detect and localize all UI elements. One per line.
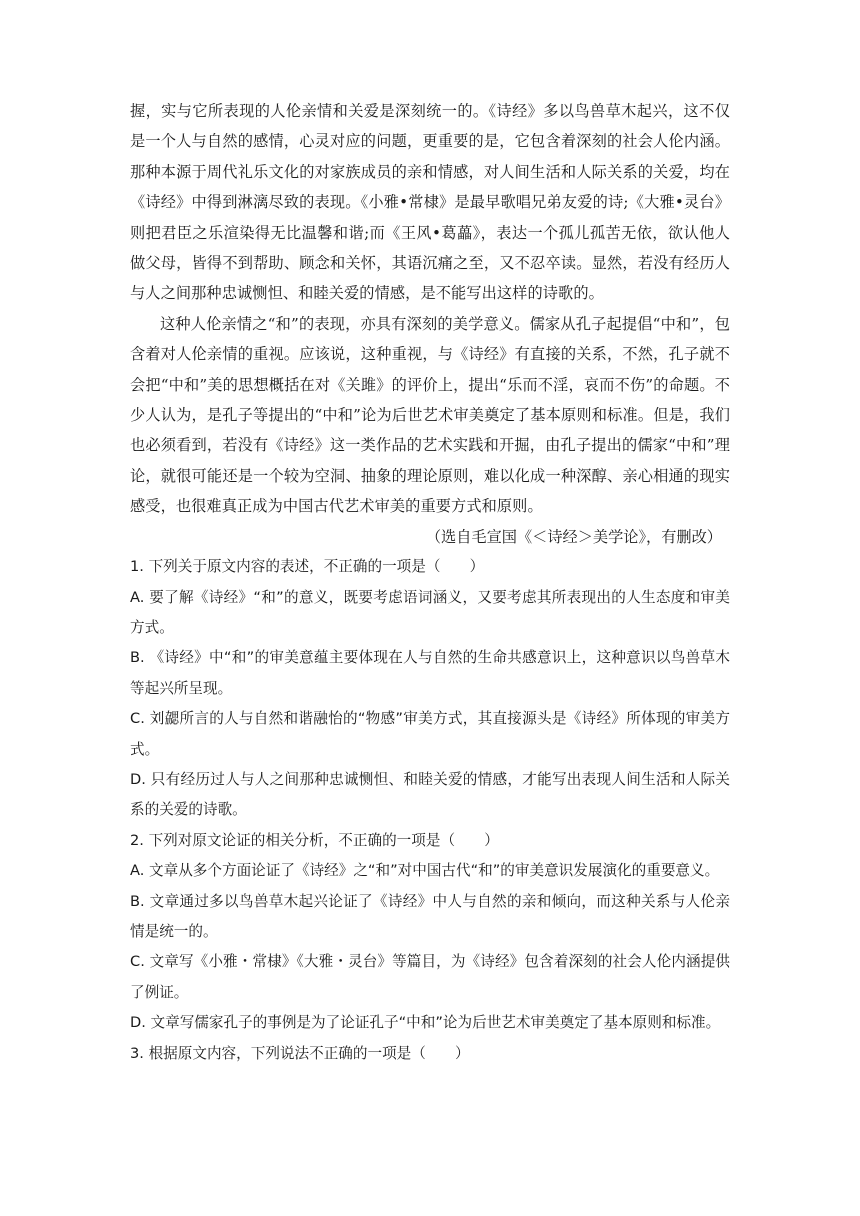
question-3 — [130, 1039, 730, 1069]
option-b: B. 文章通过多以鸟兽草木起兴论证了《诗经》中人与自然的亲和倾向，而这种关系与人伦亲情是统一的。 — [130, 892, 730, 940]
article-source: （选自毛宣国《＜诗经＞美学论》，有删改） — [425, 527, 722, 546]
document-page — [130, 96, 730, 1069]
question-2 — [130, 826, 730, 1039]
option-c: C. 刘勰所言的人与自然和谐融怡的“物感”审美方式，其直接源头是《诗经》所体现的审美方式。 — [130, 710, 730, 758]
question-stem: 2. 下列对原文论证的相关分析，不正确的一项是（ ） — [130, 831, 499, 849]
option-d: D. 只有经历过人与人之间那种忠诚恻怛、和睦关爱的情感，才能写出表现人间生活和人际关系的关爱的诗歌。 — [130, 770, 730, 819]
option-a: A. 文章从多个方面论证了《诗经》之“和”对中国古代“和”的审美意识发展演化的重要意义。 — [130, 862, 720, 880]
article-paragraph-2: 这种人伦亲情之“和”的表现，亦具有深刻的美学意义。儒家从孔子起提倡“中和”，包含着对人伦亲情的重视。应该说，这种重视，与《诗经》有直接的关系，不然，孔子就不会把“中和”美的思想概括在对《关雎》的评价上，提出“乐而不淫，哀而不伤”的命题。不少人认为，是孔子等提出的“中和”论为后世艺术审美奠定了基本原则和标准。但是，我们也必须看到，若没有《诗经》这一类作品的艺术实践和开掘，由孔子提出的儒家“中和”理论，就很可能还是一个较为空洞、抽象的理论原则，难以化成一种深醇、亲心相通的现实感受，也很难真正成为中国古代艺术审美的重要方式和原则。 — [130, 314, 730, 516]
option-c: C. 文章写《小雅・常棣》《大雅・灵台》等篇目，为《诗经》包含着深刻的社会人伦内涵提供了例证。 — [130, 953, 730, 1001]
question-stem: 1. 下列关于原文内容的表述，不正确的一项是（ ） — [130, 558, 485, 576]
question-stem: 3. 根据原文内容，下列说法不正确的一项是（ ） — [130, 1044, 470, 1062]
question-1 — [130, 552, 730, 826]
option-b: B. 《诗经》中“和”的审美意蕴主要体现在人与自然的生命共感意识上，这种意识以鸟兽草木等起兴所呈现。 — [130, 649, 730, 697]
option-d: D. 文章写儒家孔子的事例是为了论证孔子“中和”论为后世艺术审美奠定了基本原则和标准。 — [130, 1014, 721, 1032]
article-paragraph-1: 握，实与它所表现的人伦亲情和关爱是深刻统一的。《诗经》多以鸟兽草木起兴，这不仅是一个人与自然的感情，心灵对应的问题，更重要的是，它包含着深刻的社会人伦内涵。那种本源于周代礼乐文化的对家族成员的亲和情感，对人间生活和人际关系的关爱，均在《诗经》中得到淋漓尽致的表现。《小雅•常棣》是最早歌唱兄弟友爱的诗;《大雅•灵台》则把君臣之乐渲染得无比温馨和谐;而《王风•葛藟》，表达一个孤儿孤苦无依，欲认他人做父母，皆得不到帮助、顾念和关怀，其语沉痛之至，又不忍卒读。显然，若没有经历人与人之间那种忠诚恻怛、和睦关爱的情感，是不能写出这样的诗歌的。 — [130, 102, 730, 303]
option-a: A. 要了解《诗经》“和”的意义，既要考虑语词涵义，又要考虑其所表现出的人生态度和审美方式。 — [130, 588, 730, 636]
